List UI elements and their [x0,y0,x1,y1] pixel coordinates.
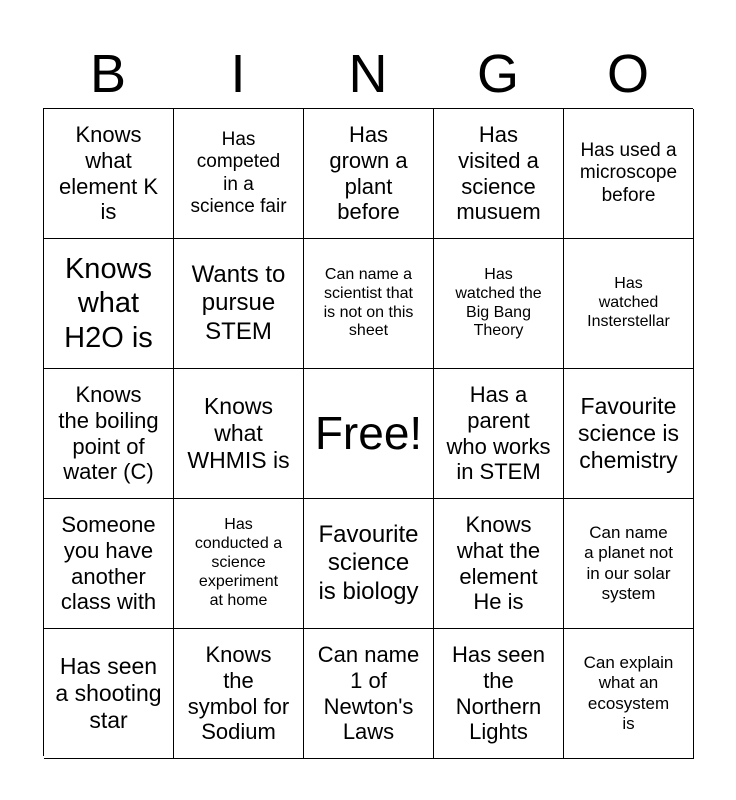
bingo-cell-r1c1[interactable] [44,109,174,239]
cell-text: Knows the boiling point of water (C) [58,381,159,485]
bingo-cell-r4c5[interactable] [564,499,694,629]
cell-text: Wants to pursue STEM [191,261,286,345]
bingo-cell-r5c4[interactable] [434,629,564,759]
cell-text: Can explain what an ecosystem is [583,653,674,733]
bingo-cell-r1c5[interactable] [564,109,694,239]
bingo-cell-r1c2[interactable] [174,109,304,239]
cell-text: Has watched the Big Bang Theory [455,265,542,340]
bingo-cell-r2c1[interactable] [44,239,174,369]
header-letter-i: I [230,44,246,104]
cell-text: Has grown a plant before [329,121,408,225]
free-space-label: Free! [314,407,423,460]
bingo-cell-r3c4[interactable] [434,369,564,499]
bingo-cell-r3c3-free[interactable] [304,369,434,499]
cell-text: Knows what element K is [58,121,159,225]
cell-text: Favourite science is chemistry [578,392,679,474]
bingo-cell-r3c2[interactable] [174,369,304,499]
cell-text: Has conducted a science experiment at home [194,516,283,609]
cell-text: Favourite science is biology [318,521,419,605]
bingo-cell-r4c4[interactable] [434,499,564,629]
header-letter-b: B [89,44,127,104]
bingo-card-grid [43,108,693,756]
bingo-cell-r5c5[interactable] [564,629,694,759]
cell-text: Can name a scientist that is not on this sheet [323,265,414,340]
header-letter-o: O [606,44,649,104]
cell-text: Knows what H2O is [64,253,153,354]
bingo-cell-r3c1[interactable] [44,369,174,499]
cell-text: Knows what WHMIS is [187,392,290,474]
cell-text: Someone you have another class with [60,511,157,615]
bingo-cell-r5c3[interactable] [304,629,434,759]
bingo-cell-r1c3[interactable] [304,109,434,239]
cell-text: Has competed in a science fair [190,128,287,217]
cell-text: Has a parent who works in STEM [446,381,551,485]
bingo-cell-r2c4[interactable] [434,239,564,369]
bingo-cell-r3c5[interactable] [564,369,694,499]
bingo-cell-r4c1[interactable] [44,499,174,629]
cell-text: Can name 1 of Newton's Laws [317,641,420,745]
bingo-cell-r5c2[interactable] [174,629,304,759]
bingo-cell-r4c2[interactable] [174,499,304,629]
cell-text: Knows what the element He is [456,511,541,615]
cell-text: Knows the symbol for Sodium [187,641,290,745]
bingo-cell-r2c3[interactable] [304,239,434,369]
cell-text: Can name a planet not in our solar system [584,523,673,603]
header-letter-n: N [348,44,388,104]
header-letter-g: G [476,44,519,104]
cell-text: Has used a microscope before [579,139,678,206]
cell-text: Has seen a shooting star [55,652,162,734]
cell-text: Has seen the Northern Lights [452,641,545,745]
bingo-cell-r4c3[interactable] [304,499,434,629]
cell-text: Has visited a science musuem [456,121,541,225]
bingo-cell-r1c4[interactable] [434,109,564,239]
bingo-cell-r5c1[interactable] [44,629,174,759]
cell-text: Has watched Insterstellar [587,275,670,330]
bingo-header [43,40,693,108]
bingo-cell-r2c2[interactable] [174,239,304,369]
bingo-cell-r2c5[interactable] [564,239,694,369]
